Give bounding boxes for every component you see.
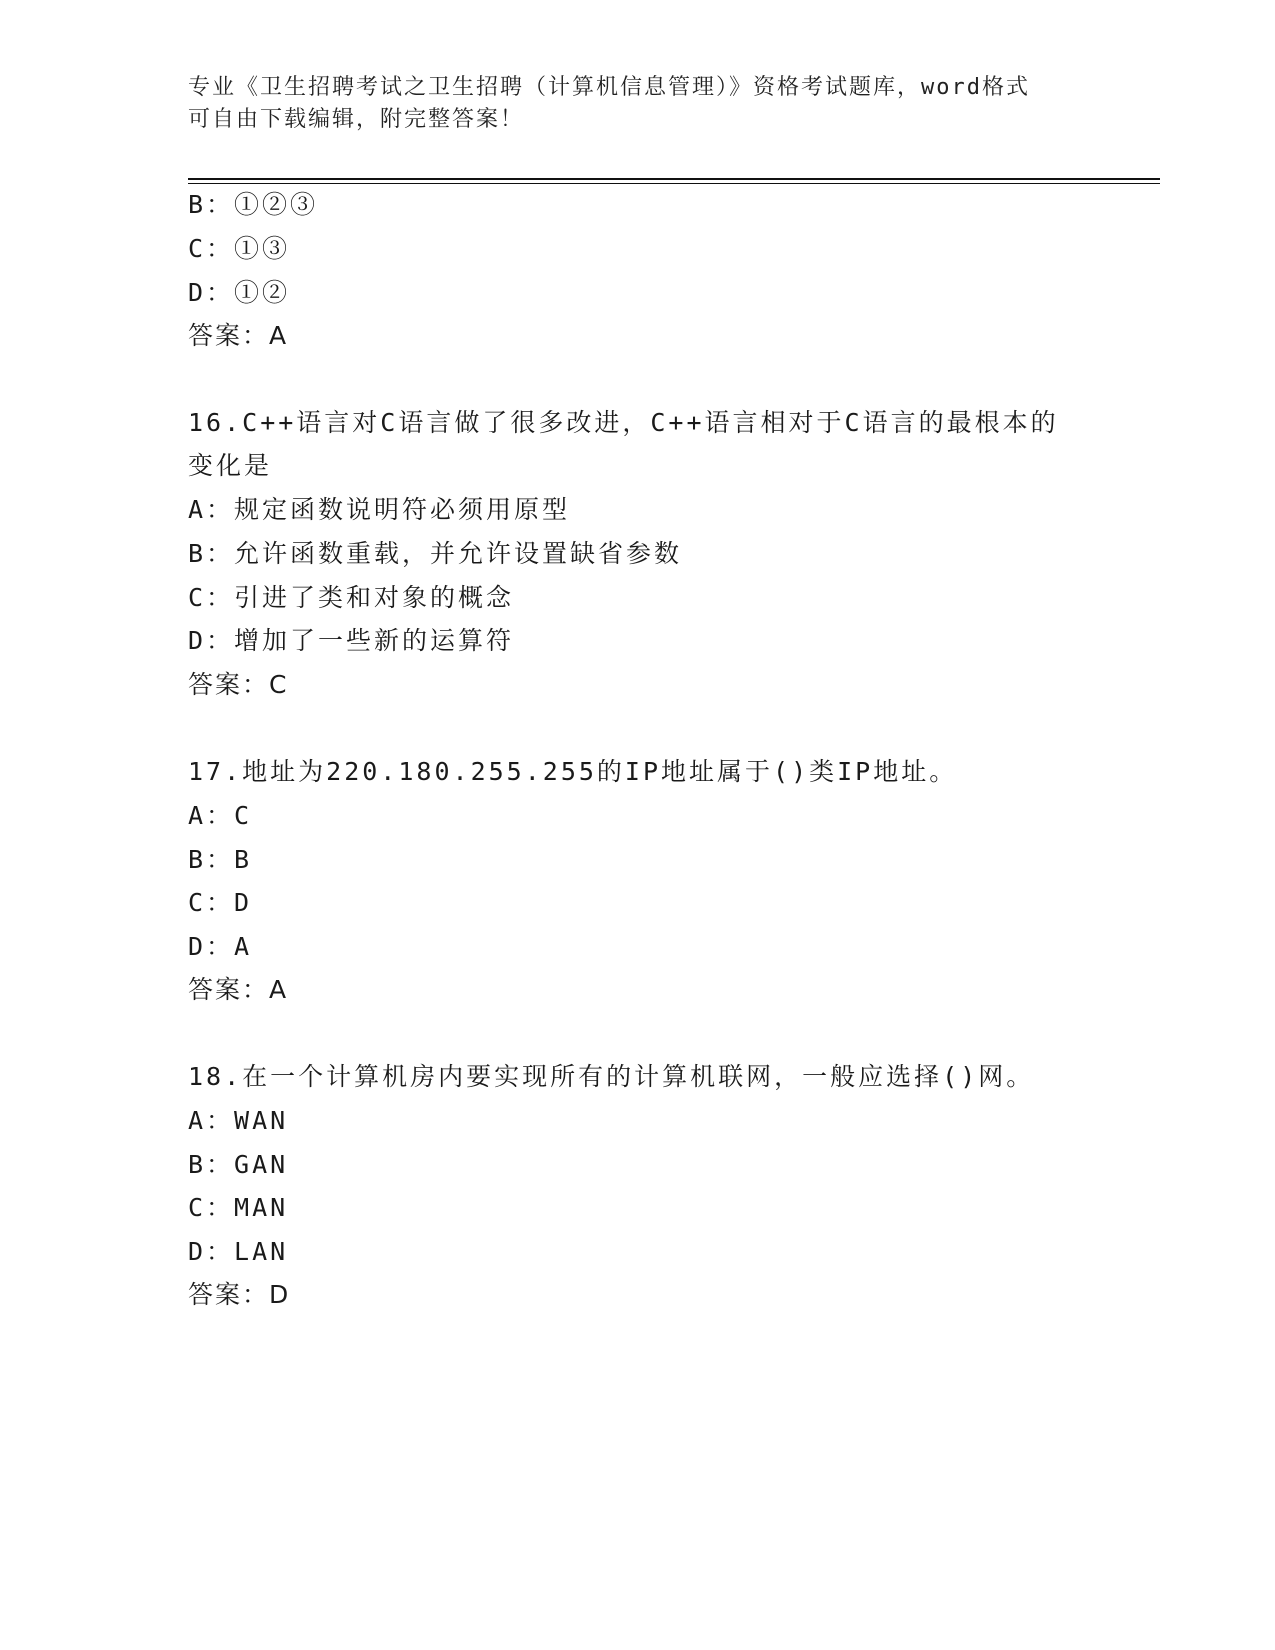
q16-option-c: C：引进了类和对象的概念 [188, 583, 515, 612]
q17-option-a: A：C [188, 801, 253, 830]
q18-option-b: B：GAN [188, 1150, 289, 1179]
q18-answer: 答案：D [188, 1280, 291, 1309]
header-title-line-1: 专业《卫生招聘考试之卫生招聘（计算机信息管理）》资格考试题库，word格式 [188, 75, 1030, 100]
q18-option-a: A：WAN [188, 1106, 289, 1135]
prev-option-b: B：①②③ [188, 190, 319, 219]
q17-stem: 17.地址为220.180.255.255的IP地址属于()类IP地址。 [188, 757, 958, 786]
q16-option-d: D：增加了一些新的运算符 [188, 626, 515, 655]
q16-answer: 答案：C [188, 670, 289, 699]
q17-option-d: D：A [188, 932, 253, 961]
header-title-line-2: 可自由下载编辑，附完整答案！ [188, 107, 525, 132]
q18-option-d: D：LAN [188, 1237, 289, 1266]
q16-option-b: B：允许函数重载，并允许设置缺省参数 [188, 539, 683, 568]
prev-option-c: C：①③ [188, 234, 291, 263]
prev-option-d: D：①② [188, 278, 291, 307]
header-divider-thick [188, 178, 1160, 180]
q16-stem-line-1: 16.C++语言对C语言做了很多改进，C++语言相对于C语言的最根本的 [188, 408, 1059, 437]
header-divider-thin [188, 183, 1160, 184]
q17-option-c: C：D [188, 888, 253, 917]
q18-option-c: C：MAN [188, 1193, 289, 1222]
q17-option-b: B：B [188, 845, 253, 874]
q17-answer: 答案：A [188, 975, 289, 1004]
page-header [188, 72, 1088, 136]
q18-stem: 18.在一个计算机房内要实现所有的计算机联网，一般应选择()网。 [188, 1062, 1035, 1091]
prev-answer: 答案：A [188, 321, 289, 350]
q16-stem-line-2: 变化是 [188, 451, 273, 480]
q16-option-a: A：规定函数说明符必须用原型 [188, 495, 571, 524]
